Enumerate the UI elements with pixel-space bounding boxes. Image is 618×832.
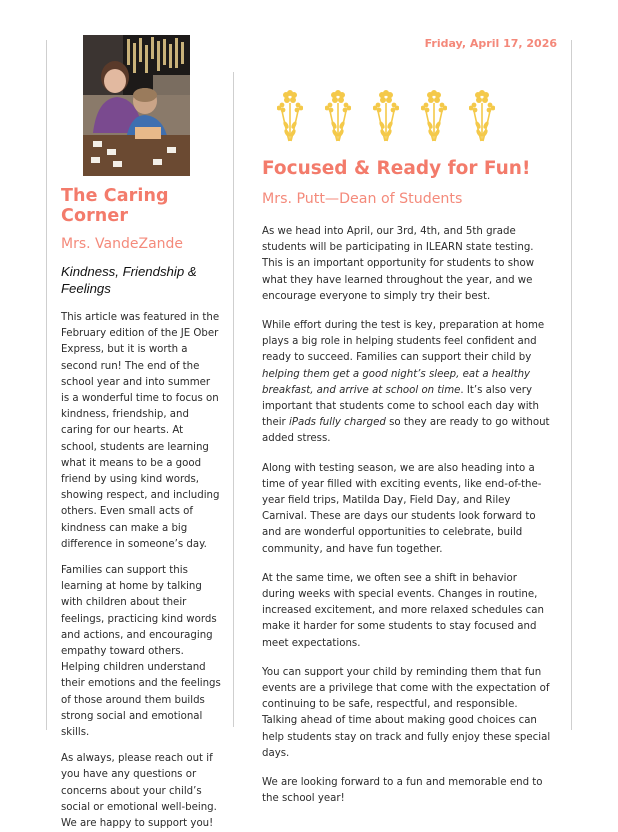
flower-bouquet-icon bbox=[469, 85, 495, 143]
center-divider bbox=[233, 72, 234, 727]
flower-bouquet-icon bbox=[373, 85, 399, 143]
flower-bouquet-icon bbox=[421, 85, 447, 143]
photo-counselor-with-student bbox=[83, 35, 190, 176]
caring-corner-paragraph: As always, please reach out if you have any questions or concerns about your child’s social or emotional well-being. We are happy to support you! bbox=[61, 753, 217, 830]
right-divider bbox=[571, 40, 572, 730]
focused-ready-article bbox=[262, 158, 552, 808]
article-paragraph: We are looking forward to a fun and memorable end to the school year! bbox=[262, 777, 543, 805]
text-span: . It’s also very important that students come to school each day with their bbox=[262, 384, 540, 429]
article-paragraph: Along with testing season, we are also heading into a time of year filled with exciting events, like end-of-the-year field trips, Matilda Day, Field Day, and Riley Carnival. These are days our students look forward to and are wonderful opportunities to celebrate, build community, and have fun together. bbox=[262, 462, 542, 555]
caring-corner-paragraph: Families can support this learning at home by talking with children about their feelings, practicing kind words and actions, and encouraging empathy toward others. Helping children understand their emotions and the feelings of those around them builds strong social and emotional skills. bbox=[61, 565, 221, 739]
emphasis-text: iPads fully charged bbox=[288, 417, 386, 429]
emphasis-text: helping them get a good night’s sleep, eat a healthy breakfast, and arrive at school on time bbox=[262, 368, 531, 396]
caring-corner-paragraph: This article was featured in the February edition of the JE Ober Express, but it is worth a second run! The end of the school year and into summer is a wonderful time to focus on kindness, friendship, and caring for our hearts. At school, students are learning what it means to be a good friend by using kind words, showing respect, and including others. Even small acts of kindness can make a big difference in someone’s day. bbox=[61, 312, 220, 550]
text-span: While effort during the test is key, preparation at home plays a big role in helping students feel confident and ready to succeed. Families can support their child by bbox=[262, 320, 545, 364]
text-span: so they are ready to go without added stress. bbox=[262, 417, 550, 445]
article-body bbox=[262, 224, 552, 808]
article-paragraph: You can support your child by reminding them that fun events are a privilege that come with the expectation of continuing to be safe, respectful, and responsible. Talking ahead of time about making good choices can help students stay on track and fully enjoy these special days. bbox=[262, 666, 551, 759]
left-divider bbox=[46, 40, 47, 730]
caring-corner-article bbox=[61, 186, 221, 832]
issue-date: Friday, April 17, 2026 bbox=[424, 37, 557, 50]
article-paragraph: As we head into April, our 3rd, 4th, and 5th grade students will be participating in ILEARN state testing. This is an important opportunity for students to show what they have learned throughout the year, and we encourage everyone to simply try their best. bbox=[262, 226, 535, 302]
article-paragraph bbox=[262, 318, 552, 448]
focused-ready-author: Mrs. Putt—Dean of Students bbox=[262, 191, 463, 207]
caring-corner-subtitle: Kindness, Friendship & Feelings bbox=[61, 264, 197, 296]
flower-decoration bbox=[277, 85, 503, 145]
flower-bouquet-icon bbox=[325, 85, 351, 143]
article-paragraph: At the same time, we often see a shift in behavior during weeks with special events. Changes in routine, increased excitement, and more relaxed schedules can make it harder for some students to stay focused and meet expectations. bbox=[262, 572, 544, 649]
flower-bouquet-icon bbox=[277, 85, 303, 143]
caring-corner-author: Mrs. VandeZande bbox=[61, 236, 184, 252]
caring-corner-title: The Caring Corner bbox=[61, 186, 169, 226]
focused-ready-title: Focused & Ready for Fun! bbox=[262, 158, 531, 179]
